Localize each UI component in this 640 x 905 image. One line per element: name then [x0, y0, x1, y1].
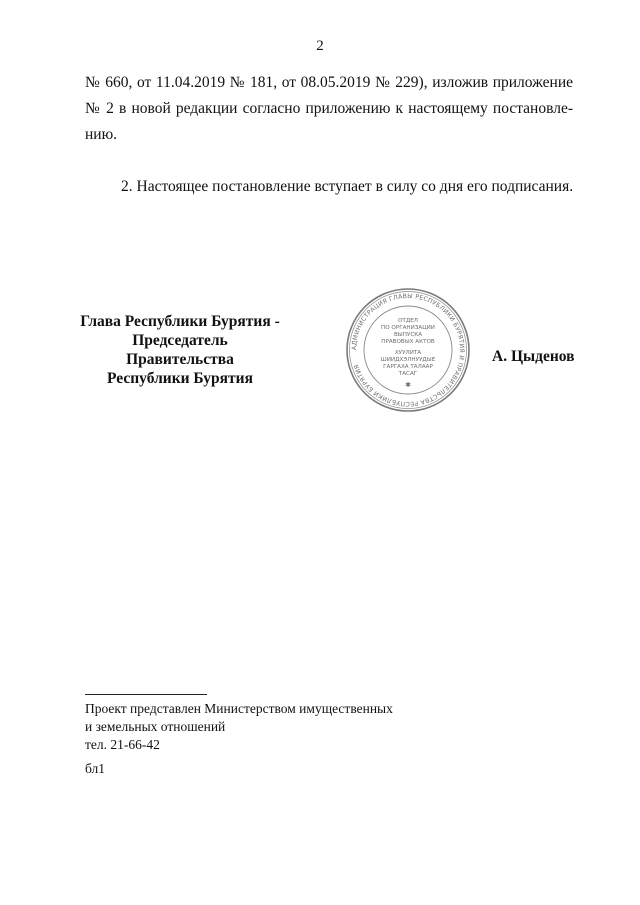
official-seal [344, 286, 472, 414]
page-number: 2 [316, 38, 324, 54]
seal-line-8: ТАСАГ [398, 371, 418, 377]
seal-line-3: ВЫПУСКА [393, 332, 423, 338]
seal-line-7: ГАРГАХА ТАЛААР [383, 364, 433, 370]
seal-star-icon: ✱ [405, 381, 411, 389]
paragraph-1-line-2: № 2 в новой редакции согласно приложению к настоящему постановле- [85, 100, 573, 117]
paragraph-2: 2. Настоящее постановление вступает в силу со дня его подписания. [121, 178, 574, 195]
paragraph-1 [85, 70, 573, 148]
footnote [85, 700, 393, 778]
footnote-divider [85, 694, 207, 695]
seal-line-5: ХУУЛИТА [394, 350, 422, 356]
seal-line-4: ПРАВОВЫХ АКТОВ [381, 339, 435, 345]
signature-title-line-1: Глава Республики Бурятия - [80, 313, 280, 330]
seal-ring-text: АДМИНИСТРАЦИЯ ГЛАВЫ РЕСПУБЛИКИ БУРЯТИЯ И ПРАВИТЕЛЬСТВА РЕСПУБЛИКИ БУРЯТИЯ [350, 292, 466, 408]
seal-line-6: ШИИДХЭЛНУУДЫЕ [380, 357, 436, 363]
footnote-line-3: тел. 21-66-42 [85, 737, 160, 752]
footnote-line-1: Проект представлен Министерством имущественных [85, 701, 393, 716]
footnote-line-4: бл1 [85, 761, 106, 776]
signature-title-line-3: Республики Бурятия [107, 370, 253, 387]
footnote-line-2: и земельных отношений [85, 719, 226, 734]
paragraph-1-line-1: № 660, от 11.04.2019 № 181, от 08.05.2019 № 229), изложив приложение [85, 74, 573, 91]
signatory-name: А. Цыденов [492, 348, 575, 365]
signature-title-line-2: Председатель Правительства [126, 332, 234, 368]
paragraph-1-line-3: нию. [85, 126, 118, 143]
seal-line-2: ПО ОРГАНИЗАЦИИ [381, 325, 435, 331]
signature-title [80, 312, 280, 388]
seal-center-text [381, 318, 436, 377]
seal-line-1: ОТДЕЛ [398, 318, 418, 324]
